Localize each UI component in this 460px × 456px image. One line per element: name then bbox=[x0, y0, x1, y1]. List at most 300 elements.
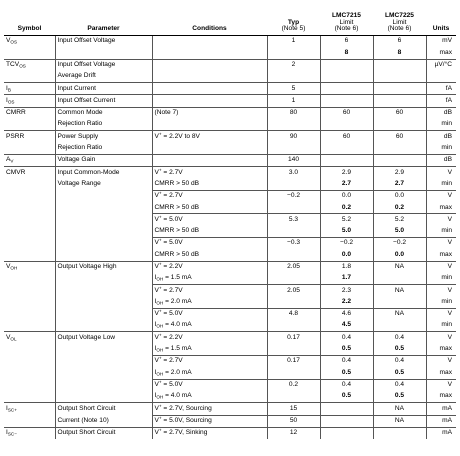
parameter-cell bbox=[55, 273, 152, 285]
symbol-cell bbox=[4, 95, 55, 107]
table-row bbox=[4, 403, 456, 415]
condition-symbol: V bbox=[154, 416, 159, 424]
symbol-cell bbox=[4, 297, 55, 309]
parameter-cell bbox=[55, 131, 152, 143]
parameter-text: Rejection Ratio bbox=[57, 120, 103, 128]
conditions-cell bbox=[152, 379, 267, 391]
condition-symbol: V bbox=[154, 132, 159, 140]
lmc7225-limit-value: 0.5 bbox=[373, 367, 426, 379]
symbol-cell bbox=[4, 391, 55, 403]
conditions-cell bbox=[152, 273, 267, 285]
parameter-cell bbox=[55, 119, 152, 131]
table-row bbox=[4, 95, 456, 107]
symbol-text: CMVR bbox=[6, 168, 26, 176]
parameter-text: Input Offset Voltage bbox=[57, 60, 116, 68]
table-row bbox=[4, 308, 456, 320]
symbol-cell bbox=[4, 107, 55, 119]
typ-value: −0.3 bbox=[267, 238, 320, 250]
lmc7225-limit-value bbox=[373, 71, 426, 83]
parameter-cell bbox=[55, 167, 152, 179]
condition-superscript: + bbox=[158, 285, 162, 291]
condition-text: = 2.7V bbox=[161, 286, 183, 294]
units-cell: max bbox=[426, 391, 456, 403]
units-cell: V bbox=[426, 167, 456, 179]
header-parameter: Parameter bbox=[55, 2, 152, 36]
typ-value bbox=[267, 297, 320, 309]
symbol-text: I bbox=[6, 96, 8, 104]
lmc7225-limit-value: 6 bbox=[373, 36, 426, 48]
units-cell: min bbox=[426, 297, 456, 309]
conditions-cell bbox=[152, 261, 267, 273]
symbol-cell bbox=[4, 403, 55, 415]
parameter-cell bbox=[55, 59, 152, 71]
condition-superscript: + bbox=[158, 415, 162, 421]
typ-value: 50 bbox=[267, 415, 320, 427]
lmc7225-limit-value: NA bbox=[373, 261, 426, 273]
condition-symbol: I bbox=[154, 392, 157, 400]
condition-symbol: V bbox=[154, 310, 159, 318]
condition-subscript: OH bbox=[156, 323, 164, 329]
symbol-subscript: OS bbox=[10, 39, 18, 45]
condition-symbol: V bbox=[154, 286, 159, 294]
typ-value bbox=[267, 202, 320, 214]
table-row bbox=[4, 356, 456, 368]
parameter-text: Input Common-Mode bbox=[57, 168, 120, 176]
typ-value: 15 bbox=[267, 403, 320, 415]
typ-value bbox=[267, 119, 320, 131]
symbol-cell bbox=[4, 83, 55, 95]
table-row bbox=[4, 226, 456, 238]
condition-subscript: OH bbox=[156, 394, 164, 400]
units-cell: V bbox=[426, 332, 456, 344]
units-cell: V bbox=[426, 238, 456, 250]
symbol-cell bbox=[4, 214, 55, 226]
table-row bbox=[4, 344, 456, 356]
condition-superscript: + bbox=[158, 167, 162, 173]
symbol-cell bbox=[4, 356, 55, 368]
lmc7215-limit-value: 1.7 bbox=[320, 273, 373, 285]
table-header-row bbox=[4, 2, 456, 36]
units-cell: V bbox=[426, 308, 456, 320]
condition-text: = 1.5 mA bbox=[163, 274, 192, 282]
condition-superscript: + bbox=[158, 427, 162, 433]
condition-superscript: + bbox=[158, 332, 162, 338]
conditions-cell bbox=[152, 202, 267, 214]
parameter-text: Input Offset Current bbox=[57, 96, 116, 104]
table-row bbox=[4, 83, 456, 95]
table-row bbox=[4, 391, 456, 403]
lmc7215-limit-value bbox=[320, 427, 373, 439]
lmc7215-limit-value: 4.5 bbox=[320, 320, 373, 332]
table-row bbox=[4, 71, 456, 83]
table-row bbox=[4, 119, 456, 131]
typ-value: 1 bbox=[267, 36, 320, 48]
symbol-cell bbox=[4, 143, 55, 155]
lmc7225-limit-value: NA bbox=[373, 403, 426, 415]
condition-text: = 2.7V bbox=[161, 192, 183, 200]
parameter-text: Output Voltage Low bbox=[57, 333, 116, 341]
symbol-text: CMRR bbox=[6, 109, 26, 117]
parameter-text: Voltage Gain bbox=[57, 156, 96, 164]
condition-text: = 2.2V to 8V bbox=[161, 132, 200, 140]
lmc7225-limit-value: 0.5 bbox=[373, 391, 426, 403]
conditions-cell bbox=[152, 427, 267, 439]
symbol-cell bbox=[4, 427, 55, 439]
typ-value bbox=[267, 391, 320, 403]
conditions-cell bbox=[152, 143, 267, 155]
parameter-cell bbox=[55, 83, 152, 95]
table-row bbox=[4, 427, 456, 439]
lmc7225-limit-value: NA bbox=[373, 415, 426, 427]
condition-subscript: OH bbox=[156, 371, 164, 377]
header-lmc7225-note: (Note 6) bbox=[387, 25, 412, 33]
symbol-cell bbox=[4, 226, 55, 238]
symbol-text: I bbox=[6, 404, 8, 412]
table-row bbox=[4, 59, 456, 71]
typ-value: 4.8 bbox=[267, 308, 320, 320]
lmc7215-limit-value: 0.4 bbox=[320, 332, 373, 344]
symbol-subscript: SC− bbox=[7, 431, 17, 437]
condition-symbol: V bbox=[154, 262, 159, 270]
lmc7225-limit-value: 0.4 bbox=[373, 332, 426, 344]
table-row bbox=[4, 154, 456, 166]
lmc7225-limit-value: 8 bbox=[373, 47, 426, 59]
condition-superscript: + bbox=[158, 379, 162, 385]
lmc7225-limit-value bbox=[373, 83, 426, 95]
typ-value: 0.2 bbox=[267, 379, 320, 391]
lmc7215-limit-value bbox=[320, 143, 373, 155]
parameter-text: Output Voltage High bbox=[57, 262, 117, 270]
typ-value bbox=[267, 47, 320, 59]
condition-text: = 2.7V bbox=[161, 168, 183, 176]
units-cell: mV bbox=[426, 36, 456, 48]
symbol-cell bbox=[4, 249, 55, 261]
symbol-text: V bbox=[6, 333, 11, 341]
header-lmc7215-note: (Note 6) bbox=[334, 25, 359, 33]
condition-text: CMRR > 50 dB bbox=[154, 250, 200, 258]
typ-value bbox=[267, 367, 320, 379]
condition-subscript: OH bbox=[156, 347, 164, 353]
condition-text: = 2.7V bbox=[161, 357, 183, 365]
condition-text: = 5.0V bbox=[161, 239, 183, 247]
parameter-cell bbox=[55, 36, 152, 48]
parameter-cell bbox=[55, 308, 152, 320]
parameter-cell bbox=[55, 320, 152, 332]
units-cell: min bbox=[426, 226, 456, 238]
lmc7225-limit-value: 5.0 bbox=[373, 226, 426, 238]
units-cell: min bbox=[426, 320, 456, 332]
lmc7225-limit-value: 60 bbox=[373, 131, 426, 143]
lmc7215-limit-value: 60 bbox=[320, 107, 373, 119]
lmc7225-limit-value: 0.2 bbox=[373, 202, 426, 214]
lmc7215-limit-value bbox=[320, 83, 373, 95]
typ-value: 2 bbox=[267, 59, 320, 71]
parameter-text: Power Supply bbox=[57, 132, 99, 140]
parameter-cell bbox=[55, 238, 152, 250]
lmc7215-limit-value bbox=[320, 95, 373, 107]
condition-symbol: I bbox=[154, 368, 157, 376]
conditions-cell bbox=[152, 167, 267, 179]
symbol-cell bbox=[4, 379, 55, 391]
symbol-cell bbox=[4, 273, 55, 285]
symbol-cell bbox=[4, 415, 55, 427]
header-lmc7215-label: LMC7215 bbox=[332, 12, 361, 20]
header-lmc7225 bbox=[373, 2, 426, 36]
parameter-cell bbox=[55, 427, 152, 439]
lmc7215-limit-value: 2.7 bbox=[320, 179, 373, 191]
table-row bbox=[4, 261, 456, 273]
condition-symbol: I bbox=[154, 345, 157, 353]
units-cell: V bbox=[426, 379, 456, 391]
conditions-cell bbox=[152, 47, 267, 59]
parameter-cell bbox=[55, 332, 152, 344]
parameter-cell bbox=[55, 226, 152, 238]
units-cell: min bbox=[426, 143, 456, 155]
header-lmc7225-limit: Limit bbox=[392, 18, 407, 26]
table-row bbox=[4, 202, 456, 214]
condition-text: CMRR > 50 dB bbox=[154, 203, 200, 211]
typ-value: 2.05 bbox=[267, 261, 320, 273]
units-cell: dB bbox=[426, 107, 456, 119]
table-row bbox=[4, 238, 456, 250]
conditions-cell bbox=[152, 297, 267, 309]
conditions-cell bbox=[152, 332, 267, 344]
lmc7215-limit-value: 1.8 bbox=[320, 261, 373, 273]
condition-text: = 2.2V bbox=[161, 262, 183, 270]
lmc7225-limit-value: 0.0 bbox=[373, 249, 426, 261]
parameter-text: Average Drift bbox=[57, 72, 96, 80]
table-row bbox=[4, 190, 456, 202]
lmc7215-limit-value bbox=[320, 119, 373, 131]
symbol-cell bbox=[4, 167, 55, 179]
symbol-cell bbox=[4, 332, 55, 344]
table-row bbox=[4, 367, 456, 379]
parameter-cell bbox=[55, 202, 152, 214]
lmc7225-limit-value bbox=[373, 273, 426, 285]
parameter-text: Output Short Circuit bbox=[57, 429, 116, 437]
lmc7225-limit-value bbox=[373, 119, 426, 131]
typ-value bbox=[267, 143, 320, 155]
condition-text: = 4.0 mA bbox=[163, 321, 192, 329]
condition-symbol: V bbox=[154, 215, 159, 223]
lmc7215-limit-value: 2.2 bbox=[320, 297, 373, 309]
parameter-cell bbox=[55, 249, 152, 261]
conditions-cell bbox=[152, 226, 267, 238]
typ-value bbox=[267, 179, 320, 191]
units-cell: V bbox=[426, 190, 456, 202]
symbol-subscript: V bbox=[10, 158, 14, 164]
lmc7215-limit-value: 0.4 bbox=[320, 379, 373, 391]
conditions-cell bbox=[152, 95, 267, 107]
condition-superscript: + bbox=[158, 237, 162, 243]
lmc7225-limit-value: 0.4 bbox=[373, 356, 426, 368]
condition-text: = 5.0V, Sourcing bbox=[161, 416, 212, 424]
typ-value: 0.17 bbox=[267, 356, 320, 368]
lmc7215-limit-value: 0.2 bbox=[320, 202, 373, 214]
parameter-text: Output Short Circuit bbox=[57, 404, 116, 412]
parameter-text: Common Mode bbox=[57, 109, 103, 117]
condition-symbol: V bbox=[154, 380, 159, 388]
condition-symbol: V bbox=[154, 429, 159, 437]
units-cell: dB bbox=[426, 131, 456, 143]
typ-value: 3.0 bbox=[267, 167, 320, 179]
units-cell: min bbox=[426, 273, 456, 285]
condition-superscript: + bbox=[158, 355, 162, 361]
conditions-cell bbox=[152, 238, 267, 250]
symbol-cell bbox=[4, 261, 55, 273]
typ-value bbox=[267, 273, 320, 285]
condition-symbol: V bbox=[154, 333, 159, 341]
condition-subscript: OH bbox=[156, 276, 164, 282]
symbol-text: V bbox=[6, 37, 11, 45]
units-cell: min bbox=[426, 179, 456, 191]
lmc7215-limit-value: −0.2 bbox=[320, 238, 373, 250]
table-row bbox=[4, 179, 456, 191]
parameter-text: Current (Note 10) bbox=[57, 416, 109, 424]
conditions-cell bbox=[152, 214, 267, 226]
lmc7215-limit-value: 2.9 bbox=[320, 167, 373, 179]
lmc7215-limit-value: 60 bbox=[320, 131, 373, 143]
parameter-cell bbox=[55, 367, 152, 379]
units-cell: µV/°C bbox=[426, 59, 456, 71]
typ-value bbox=[267, 320, 320, 332]
header-conditions: Conditions bbox=[152, 2, 267, 36]
conditions-cell bbox=[152, 190, 267, 202]
units-cell: dB bbox=[426, 154, 456, 166]
parameter-text: Input Current bbox=[57, 84, 96, 92]
header-lmc7215-limit: Limit bbox=[339, 18, 354, 26]
lmc7225-limit-value bbox=[373, 297, 426, 309]
condition-text: = 5.0V bbox=[161, 380, 183, 388]
symbol-cell bbox=[4, 190, 55, 202]
symbol-subscript: SC+ bbox=[7, 407, 17, 413]
symbol-cell bbox=[4, 36, 55, 48]
lmc7215-limit-value: 0.5 bbox=[320, 344, 373, 356]
typ-value: 90 bbox=[267, 131, 320, 143]
condition-superscript: + bbox=[158, 308, 162, 314]
conditions-cell bbox=[152, 308, 267, 320]
symbol-cell bbox=[4, 320, 55, 332]
condition-superscript: + bbox=[158, 131, 162, 137]
lmc7215-limit-value: 0.5 bbox=[320, 391, 373, 403]
units-cell: max bbox=[426, 202, 456, 214]
lmc7225-limit-value: 2.7 bbox=[373, 179, 426, 191]
symbol-cell bbox=[4, 119, 55, 131]
conditions-cell bbox=[152, 367, 267, 379]
conditions-cell bbox=[152, 154, 267, 166]
symbol-text: I bbox=[6, 429, 8, 437]
header-typ bbox=[267, 2, 320, 36]
typ-value: 2.05 bbox=[267, 285, 320, 297]
symbol-cell bbox=[4, 285, 55, 297]
symbol-text: I bbox=[6, 84, 8, 92]
symbol-subscript: OS bbox=[19, 63, 26, 69]
table-row bbox=[4, 47, 456, 59]
symbol-text: TCV bbox=[6, 60, 20, 68]
lmc7215-limit-value bbox=[320, 59, 373, 71]
parameter-cell bbox=[55, 71, 152, 83]
table-row bbox=[4, 332, 456, 344]
symbol-cell bbox=[4, 344, 55, 356]
table-row bbox=[4, 320, 456, 332]
symbol-cell bbox=[4, 154, 55, 166]
lmc7225-limit-value: 0.4 bbox=[373, 379, 426, 391]
symbol-cell bbox=[4, 238, 55, 250]
lmc7225-limit-value bbox=[373, 320, 426, 332]
conditions-cell bbox=[152, 391, 267, 403]
symbol-cell bbox=[4, 202, 55, 214]
parameter-text: Input Offset Voltage bbox=[57, 37, 116, 45]
parameter-cell bbox=[55, 344, 152, 356]
lmc7215-limit-value bbox=[320, 71, 373, 83]
lmc7215-limit-value bbox=[320, 403, 373, 415]
conditions-cell bbox=[152, 415, 267, 427]
lmc7225-limit-value bbox=[373, 154, 426, 166]
typ-value: 5.3 bbox=[267, 214, 320, 226]
lmc7225-limit-value: 60 bbox=[373, 107, 426, 119]
lmc7215-limit-value bbox=[320, 154, 373, 166]
units-cell: mA bbox=[426, 415, 456, 427]
lmc7225-limit-value: 2.9 bbox=[373, 167, 426, 179]
lmc7225-limit-value: NA bbox=[373, 308, 426, 320]
conditions-cell bbox=[152, 344, 267, 356]
symbol-cell bbox=[4, 59, 55, 71]
header-typ-note: (Note 5) bbox=[281, 25, 306, 33]
symbol-cell bbox=[4, 71, 55, 83]
table-row bbox=[4, 167, 456, 179]
condition-symbol: V bbox=[154, 239, 159, 247]
condition-superscript: + bbox=[158, 190, 162, 196]
table-row bbox=[4, 249, 456, 261]
lmc7215-limit-value: 5.2 bbox=[320, 214, 373, 226]
lmc7225-limit-value: NA bbox=[373, 285, 426, 297]
conditions-cell bbox=[152, 119, 267, 131]
symbol-text: V bbox=[6, 262, 11, 270]
units-cell: V bbox=[426, 261, 456, 273]
lmc7225-limit-value bbox=[373, 143, 426, 155]
conditions-cell bbox=[152, 59, 267, 71]
parameter-cell bbox=[55, 379, 152, 391]
units-cell bbox=[426, 71, 456, 83]
condition-text: = 5.0V bbox=[161, 310, 183, 318]
symbol-cell bbox=[4, 179, 55, 191]
units-cell: min bbox=[426, 119, 456, 131]
symbol-subscript: B bbox=[7, 87, 11, 93]
conditions-cell bbox=[152, 179, 267, 191]
parameter-cell bbox=[55, 356, 152, 368]
header-typ-label: Typ bbox=[287, 18, 300, 26]
lmc7225-limit-value: 0.5 bbox=[373, 344, 426, 356]
table-row bbox=[4, 107, 456, 119]
condition-text: = 2.0 mA bbox=[163, 368, 192, 376]
parameter-cell bbox=[55, 285, 152, 297]
condition-text: = 2.2V bbox=[161, 333, 183, 341]
units-cell: fA bbox=[426, 83, 456, 95]
symbol-cell bbox=[4, 47, 55, 59]
header-units: Units bbox=[426, 2, 456, 36]
condition-text: CMRR > 50 dB bbox=[154, 179, 200, 187]
condition-superscript: + bbox=[158, 403, 162, 409]
condition-superscript: + bbox=[158, 261, 162, 267]
typ-value: 140 bbox=[267, 154, 320, 166]
units-cell: max bbox=[426, 367, 456, 379]
typ-value: −0.2 bbox=[267, 190, 320, 202]
parameter-cell bbox=[55, 214, 152, 226]
condition-text: CMRR > 50 dB bbox=[154, 227, 200, 235]
condition-text: = 2.7V, Sinking bbox=[161, 429, 208, 437]
lmc7215-limit-value: 6 bbox=[320, 36, 373, 48]
typ-value: 12 bbox=[267, 427, 320, 439]
